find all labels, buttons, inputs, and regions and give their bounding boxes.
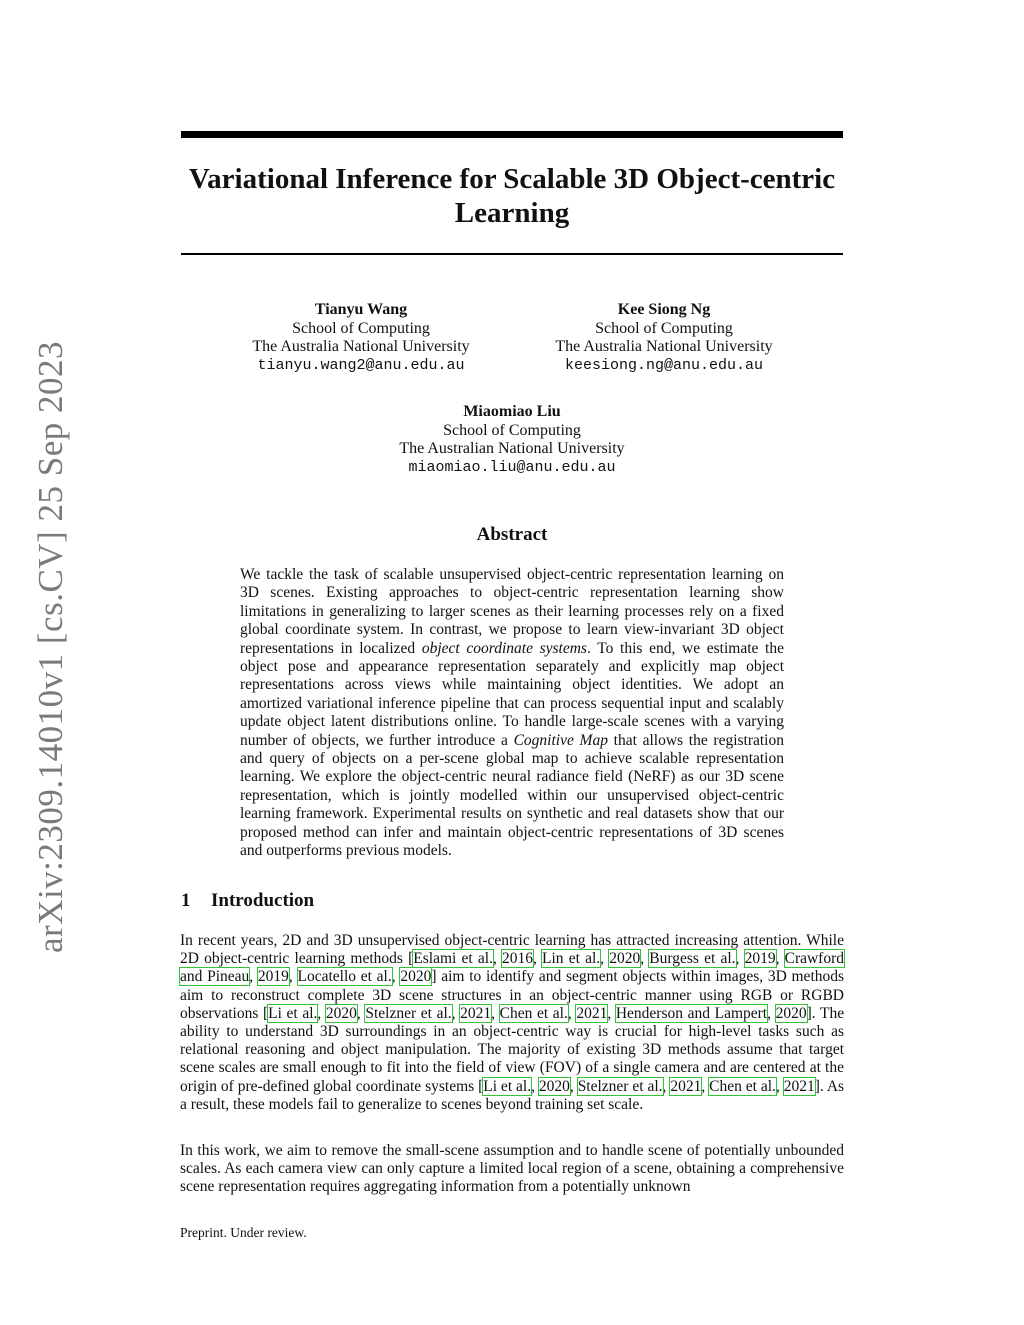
paper-title: Variational Inference for Scalable 3D Object-centric Learning (188, 163, 836, 229)
author-institution: The Australia National University (555, 338, 773, 355)
title-bottom-rule (181, 253, 843, 255)
citation-link[interactable]: 2020 (400, 968, 432, 986)
citation-link[interactable]: 2021 (460, 1004, 492, 1022)
section-number: 1 (181, 890, 191, 911)
abstract-heading: Abstract (476, 524, 548, 545)
body-text: ]. The ability to understand 3D surroundings in an object-centric way is crucial for high-level tasks such as relational reasoning and object manipulation. The majority of existing 3D methods assume that target scene scales are small enough to fit into the field of view (FOV) of a single camera and are centered at the origin of pre-defined global coordinate systems [ (180, 1004, 845, 1095)
title-top-rule (181, 131, 843, 138)
citation-link[interactable]: Burgess et al. (649, 950, 736, 968)
citation-link[interactable]: Stelzner et al. (365, 1004, 452, 1022)
intro-paragraph: In this work, we aim to remove the small-scene assumption and to handle scene of potentially unbounded scales. As each camera view can only capture a limited local region of a scene, obtaining a comprehensive scene representation requires aggregating information from a potentially unknown (180, 1142, 844, 1196)
citation-link[interactable]: Crawford and Pineau (180, 950, 845, 986)
page-footer: Preprint. Under review. (180, 1225, 307, 1240)
citation-link[interactable]: 2021 (783, 1077, 815, 1095)
author-block (524, 301, 804, 375)
citation-link[interactable]: Henderson and Lampert (615, 1004, 768, 1022)
citation-link[interactable]: 2021 (670, 1077, 702, 1095)
citation-link[interactable]: 2020 (775, 1004, 807, 1022)
body-text: ] aim to identify and segment objects within images, 3D methods aim to reconstruct complete 3D scene structures in an object-centric manner using RGB or RGBD observations [ (180, 968, 845, 1022)
author-affiliation: School of Computing (443, 421, 581, 439)
abstract-text: that allows the registration and query of objects on a per-scene global map to achieve scalable representation learning. We explore the object-centric neural radiance field (NeRF) as our 3D scene representation, which is jointly modelled within our unsupervised object-centric learning framework. Experimental results on synthetic and real datasets show that our proposed method can infer and maintain object-centric representations of 3D scenes and outperforms previous models. (240, 731, 784, 860)
abstract-emphasis: Cognitive Map (513, 731, 608, 749)
citation-link[interactable]: 2019 (257, 968, 289, 986)
citation-link[interactable]: 2019 (744, 950, 776, 968)
citation-link[interactable]: Li et al. (268, 1004, 318, 1022)
citation-link[interactable]: Locatello et al. (297, 968, 392, 986)
section-heading (181, 890, 843, 912)
author-name: Tianyu Wang (314, 301, 408, 318)
author-block (221, 301, 501, 375)
author-institution: The Australia National University (252, 338, 470, 355)
author-email[interactable]: miaomiao.liu@anu.edu.au (408, 458, 616, 476)
abstract-body (240, 566, 784, 861)
intro-paragraph: In recent years, 2D and 3D unsupervised object-centric learning has attracted increasing attention. While 2D object-centric learning methods [Eslami et al., 2016, Lin et al., 2020, Burgess et al., 2019, Crawford and Pineau, 2019, Locatello et al., 2020] aim to identify and segment objects within images, 3D methods aim to reconstruct complete 3D scene structures in an object-centric manner using RGB or RGBD observations [Li et al., 2020, Stelzner et al., 2021, Chen et al., 2021, Henderson and Lampert, 2020]. The ability to understand 3D surroundings in an object-centric way is crucial for high-level tasks such as relational reasoning and object manipulation. The majority of existing 3D methods assume that target scene scales are small enough to fit into the field of view (FOV) of a single camera and are centered at the origin of pre-defined global coordinate systems [Li et al., 2020, Stelzner et al., 2021, Chen et al., 2021]. As a result, these models fail to generalize to scenes beyond training set scale. (180, 932, 845, 1113)
citation-link[interactable]: 2020 (325, 1004, 357, 1022)
citation-link[interactable]: Chen et al. (499, 1004, 568, 1022)
citation-link[interactable]: Li et al. (483, 1077, 532, 1095)
author-affiliation: School of Computing (292, 319, 430, 337)
abstract-text: . To this end, we estimate the object pose and appearance representation separately and explicitly map object representations across views while maintaining object identities. We adopt an amortized variational inference pipeline that can process sequential input and scalably update object latent distributions online. To handle large-scale scenes with a varying number of objects, we further introduce a (240, 639, 784, 749)
citation-link[interactable]: Chen et al. (709, 1077, 776, 1095)
citation-link[interactable]: Stelzner et al. (577, 1077, 663, 1095)
citation-link[interactable]: 2020 (609, 950, 641, 968)
citation-link[interactable]: Eslami et al. (413, 950, 493, 968)
author-email[interactable]: keesiong.ng@anu.edu.au (564, 356, 764, 374)
author-name: Miaomiao Liu (463, 403, 561, 420)
author-email[interactable]: tianyu.wang2@anu.edu.au (257, 356, 465, 374)
abstract-text: We tackle the task of scalable unsupervised object-centric representation learning on 3D scenes. Existing approaches to object-centric representation learning show limitations in generalizing to larger scenes as their learning processes rely on a fixed global coordinate system. In contrast, we propose to learn view-invariant 3D object representations in localized (240, 566, 784, 657)
body-text: In recent years, 2D and 3D unsupervised object-centric learning has attracted increasing attention. While 2D object-centric learning methods [ (180, 932, 844, 968)
citation-link[interactable]: 2021 (576, 1004, 608, 1022)
citation-link[interactable]: Lin et al. (542, 950, 601, 968)
body-text: ]. As a result, these models fail to generalize to scenes beyond training set scale. (180, 1077, 845, 1113)
author-name: Kee Siong Ng (617, 301, 711, 318)
section-title: Introduction (211, 890, 315, 911)
citation-link[interactable]: 2016 (501, 950, 533, 968)
citation-link[interactable]: 2020 (538, 1077, 570, 1095)
author-block (372, 403, 652, 477)
author-affiliation: School of Computing (595, 319, 733, 337)
abstract-emphasis: object coordinate systems (421, 639, 587, 657)
arxiv-identifier: arXiv:2309.14010v1 [cs.CV] 25 Sep 2023 (31, 340, 70, 954)
author-institution: The Australian National University (399, 440, 625, 457)
